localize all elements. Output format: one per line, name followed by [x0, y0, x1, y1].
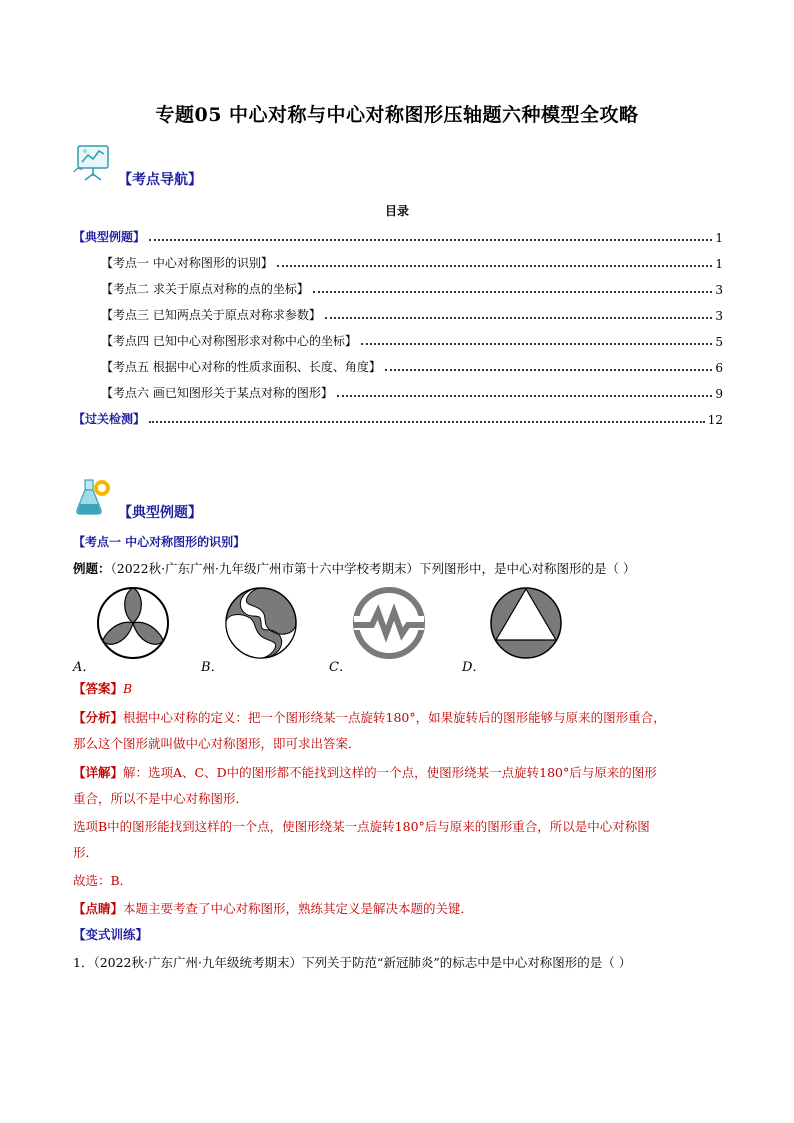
presentation-board-icon [72, 142, 114, 184]
detail-line-2: 重合，所以不是中心对称图形． [73, 791, 249, 806]
figure-d-triangle [489, 586, 563, 660]
kaodian-heading: 【考点一 中心对称图形的识别】 [73, 535, 246, 549]
detail-line-1: 【详解】解：选项A、C、D中的图形都不能找到这样的一个点，使图形绕某一点旋转180°后与原来的图形 [73, 765, 657, 780]
option-b-label: B． [201, 660, 224, 675]
toc-row[interactable]: 【典型例题】 1 [73, 230, 723, 245]
nav-label: 【考点导航】 [118, 172, 202, 188]
toc-row[interactable]: 【考点四 已知中心对称图形求对称中心的坐标】 5 [101, 334, 723, 349]
option-c-label: C． [329, 660, 352, 675]
toc-row[interactable]: 【考点六 画已知图形关于某点对称的图形】 9 [101, 386, 723, 401]
analysis-line-2: 那么这个图形就叫做中心对称图形，即可求出答案． [73, 736, 361, 751]
flask-icon [72, 476, 114, 518]
section-label: 【典型例题】 [118, 505, 202, 521]
option-a-label: A． [73, 660, 96, 675]
example-question: 例题：（2022秋·广东广州·九年级广州市第十六中学校考期末）下列图形中，是中心对称图形的是（ ） [73, 561, 636, 576]
toc-row[interactable]: 【考点二 求关于原点对称的点的坐标】 3 [101, 282, 723, 297]
choose-line: 故选：B． [73, 873, 133, 888]
detail-line-4: 形． [73, 845, 99, 860]
toc-row[interactable]: 【考点一 中心对称图形的识别】 1 [101, 256, 723, 271]
toc-row[interactable]: 【过关检测】 12 [73, 412, 723, 427]
figure-c-zigzag [352, 586, 426, 660]
toc-row[interactable]: 【考点五 根据中心对称的性质求面积、长度、角度】 6 [101, 360, 723, 375]
answer-line: 【答案】B [73, 681, 133, 696]
practice-label: 【变式训练】 [73, 927, 149, 942]
option-d-label: D． [462, 660, 486, 675]
toc-heading: 目录 [384, 204, 409, 218]
page-title: 专题05 中心对称与中心对称图形压轴题六种模型全攻略 [155, 104, 639, 126]
figure-b-swirl [224, 586, 298, 660]
practice-question-1: 1．（2022秋·广东广州·九年级统考期末）下列关于防范“新冠肺炎”的标志中是中心对称图形的是（ ） [73, 955, 632, 970]
comment-line: 【点睛】本题主要考查了中心对称图形，熟练其定义是解决本题的关键． [73, 901, 474, 916]
table-of-contents [73, 225, 723, 427]
toc-row[interactable]: 【考点三 已知两点关于原点对称求参数】 3 [101, 308, 723, 323]
figure-a-three-petals [96, 586, 170, 660]
analysis-line-1: 【分析】根据中心对称的定义：把一个图形绕某一点旋转180°，如果旋转后的图形能够与原来的图形重合， [73, 710, 666, 725]
detail-line-3: 选项B中的图形能找到这样的一个点，使图形绕某一点旋转180°后与原来的图形重合，所以是中心对称图 [73, 819, 650, 834]
